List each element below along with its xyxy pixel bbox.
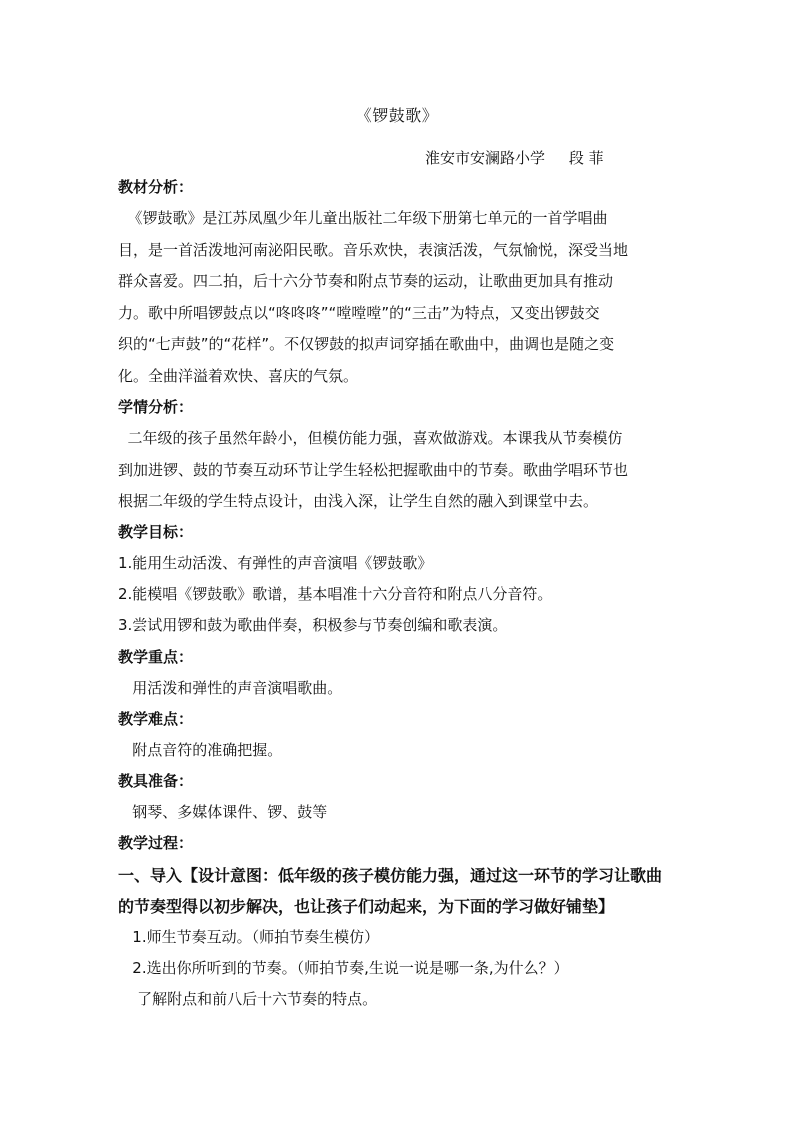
- heading-tools: 教具准备：: [118, 772, 194, 790]
- process-intro-line-1: 一、导入【设计意图：低年级的孩子模仿能力强，通过这一环节的学习让歌曲: [118, 866, 663, 885]
- process-step-2: 2.选出你所听到的节奏。（师拍节奏,生说一说是哪一条,为什么？）: [118, 959, 569, 977]
- students-line-3: 根据二年级的学生特点设计，由浅入深，让学生自然的融入到课堂中去。: [118, 492, 599, 510]
- material-line-6: 化。全曲洋溢着欢快、喜庆的气氛。: [118, 367, 359, 385]
- tools-line: 钢琴、多媒体课件、锣、鼓等: [118, 803, 328, 821]
- material-line-3: 群众喜爱。四二拍，后十六分节奏和附点节奏的运动，让歌曲更加具有推动: [118, 272, 614, 290]
- difficulty-line: 附点音符的准确把握。: [118, 741, 283, 759]
- heading-difficulty: 教学难点：: [118, 710, 194, 728]
- heading-material: 教材分析：: [118, 178, 194, 196]
- heading-process: 教学过程：: [118, 834, 194, 852]
- goal-item-3: 3.尝试用锣和鼓为歌曲伴奏，积极参与节奏创编和歌表演。: [118, 616, 508, 634]
- keypoint-line: 用活泼和弹性的声音演唱歌曲。: [118, 679, 343, 697]
- document-title: 《锣鼓歌》: [355, 106, 439, 125]
- process-intro-line-2: 的节奏型得以初步解决，也让孩子们动起来，为下面的学习做好铺垫】: [118, 897, 615, 916]
- material-line-1: 《锣鼓歌》是江苏凤凰少年儿童出版社二年级下册第七单元的一首学唱曲: [118, 209, 608, 227]
- material-line-2: 目，是一首活泼地河南泌阳民歌。音乐欢快，表演活泼，气氛愉悦，深受当地: [118, 241, 629, 259]
- students-line-2: 到加进锣、鼓的节奏互动环节让学生轻松把握歌曲中的节奏。歌曲学唱环节也: [118, 461, 629, 479]
- process-step-2-note: 了解附点和前八后十六节奏的特点。: [118, 990, 378, 1008]
- heading-goals: 教学目标：: [118, 523, 194, 541]
- goal-item-2: 2.能模唱《锣鼓歌》歌谱，基本唱准十六分音符和附点八分音符。: [118, 585, 553, 603]
- heading-keypoint: 教学重点：: [118, 648, 194, 666]
- goal-item-1: 1.能用生动活泼、有弹性的声音演唱《锣鼓歌》: [118, 554, 433, 572]
- heading-students: 学情分析：: [118, 398, 194, 416]
- material-line-4: 力。歌中所唱锣鼓点以“咚咚咚”“嘡嘡嘡”的“三击”为特点，又变出锣鼓交: [118, 304, 600, 322]
- material-line-5: 织的“七声鼓”的“花样”。不仅锣鼓的拟声词穿插在歌曲中，曲调也是随之变: [118, 335, 615, 353]
- author-line: 淮安市安澜路小学 段 菲: [425, 149, 604, 167]
- students-line-1: 二年级的孩子虽然年龄小，但模仿能力强，喜欢做游戏。本课我从节奏模仿: [118, 429, 623, 447]
- process-step-1: 1.师生节奏互动。（师拍节奏生模仿）: [118, 928, 380, 946]
